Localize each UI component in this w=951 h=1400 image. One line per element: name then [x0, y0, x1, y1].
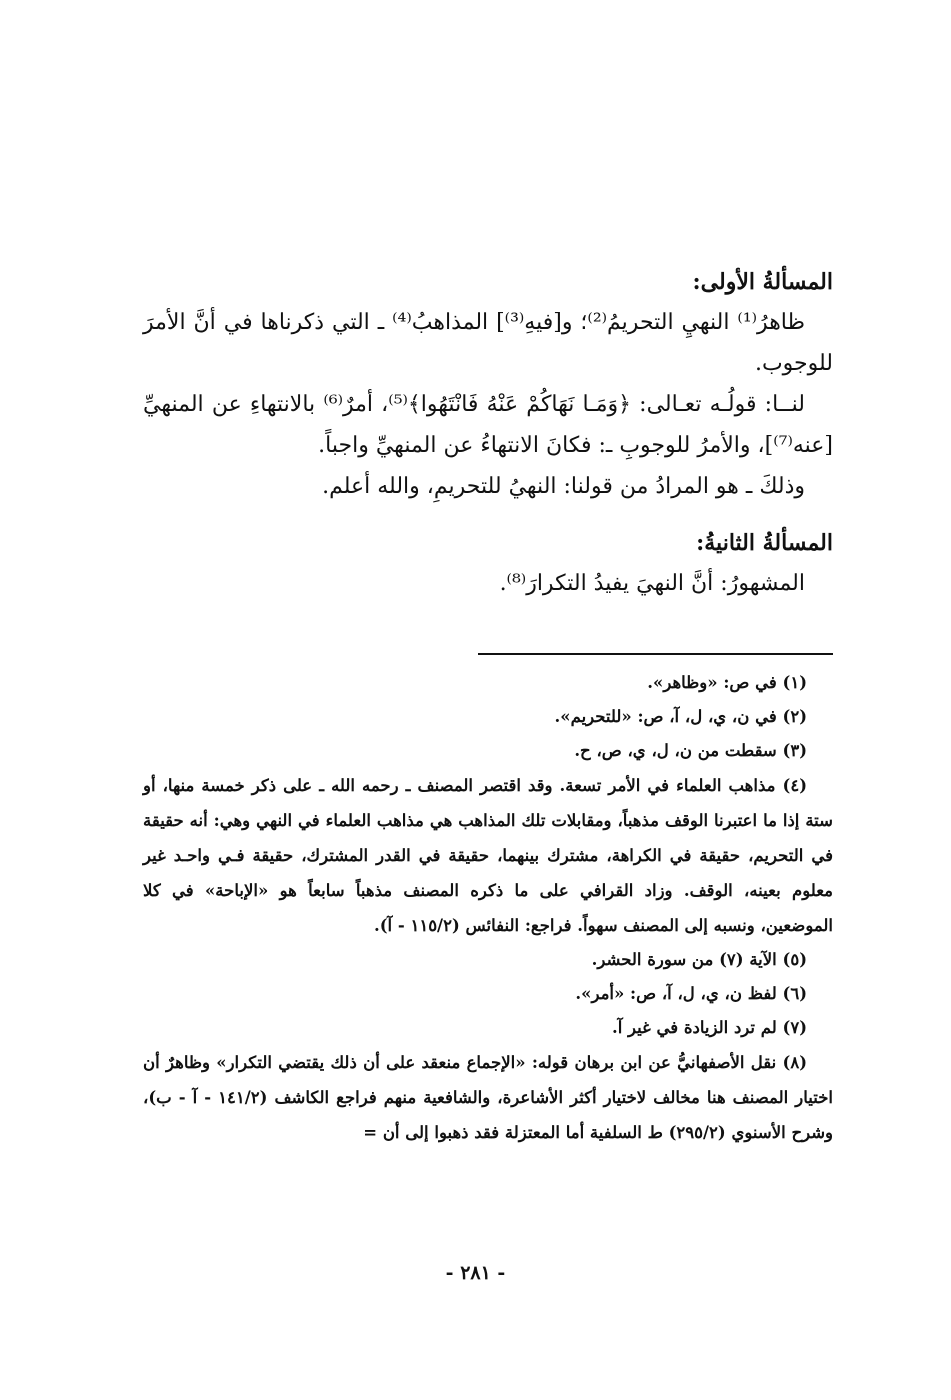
page-number: - ٢٨١ - [445, 1262, 506, 1284]
footnote-4: (٤) مذاهب العلماء في الأمر تسعة. وقد اقتصر المصنف ـ رحمه الله ـ على ذكر خمسة منها، أو ستة إذا ما اعتبرنا الوقف مذهباً، ومقابلات تلك المذاهب هي مذاهب العلماء في النهي وهي: أنه حقيقة في التحريم، حقيقة في الكراهة، مشترك بينهما، حقيقة في القدر المشترك، حقيقة فـي واحـد غير معلوم بعينه، الوقف. وزاد القرافي على ما ذكره المصنف مذهباً سابعاً هو «الإباحة» في كلا الموضعين، ونسبه إلى المصنف سهواً. فراجع: النفائس (١١٥/٢ - آ). [143, 776, 833, 935]
footnote-1: (١) في ص: «وظاهر». [647, 673, 807, 692]
footnote-divider [478, 653, 833, 655]
footnote-2: (٢) في ن، ي، ل، آ، ص: «للتحريم». [554, 707, 807, 726]
section-heading-second-issue: المسألةُ الثانيةُ: [696, 530, 833, 556]
footnote-8: (٨) نقل الأصفهانيُّ عن ابن برهان قوله: «الإجماع منعقد على أن ذلك يقتضي التكرار» وظاهرٌ أن اختيار المصنف هنا مخالف لاختيار أكثر الأشاعرة، والشافعية منهم فراجع الكاشف (١٤١/٢ - آ - ب)، وشرح الأسنوي (٢٩٥/٢) ط السلفية أما المعتزلة فقد ذهبوا إلى أن = [143, 1053, 833, 1142]
footnote-3: (٣) سقطت من ن، ل، ي، ص، ح. [574, 741, 807, 760]
footnotes [143, 666, 833, 1150]
paragraph-prohibition-meaning: ظاهرُ⁽¹⁾ النهيِ التحريمُ⁽²⁾؛ و[فيهِ⁽³⁾] المذاهبُ⁽⁴⁾ ـ التي ذكرناها في أنَّ الأمرَ للوجوب. [143, 310, 833, 376]
spacer [143, 507, 833, 523]
main-text [143, 262, 833, 604]
section-heading-first-issue: المسألةُ الأولى: [692, 269, 833, 295]
paragraph-repetition: المشهورُ: أنَّ النهيَ يفيدُ التكرارَ⁽⁸⁾. [499, 571, 805, 596]
paragraph-evidence: لنــا: قولُـه تعـالى: ﴿وَمَـا نَهَاكُمْ عَنْهُ فَانْتَهُوا﴾⁽⁵⁾، أمرٌ⁽⁶⁾ بالانتهاءِ عن المنهيِّ [عنه⁽⁷⁾]، والأمرُ للوجوبِ ـ: فكانَ الانتهاءُ عن المنهيِّ واجباً. [143, 392, 833, 458]
footnote-7: (٧) لم ترد الزيادة في غير آ. [611, 1018, 807, 1037]
paragraph-conclusion: وذلكَ ـ هو المرادُ من قولنا: النهيُ للتحريمِ، والله أعلم. [322, 474, 805, 499]
footnote-5: (٥) الآية (٧) من سورة الحشر. [591, 950, 807, 969]
footnote-6: (٦) لفظ ن، ي، ل، آ، ص: «أمر». [575, 984, 807, 1003]
